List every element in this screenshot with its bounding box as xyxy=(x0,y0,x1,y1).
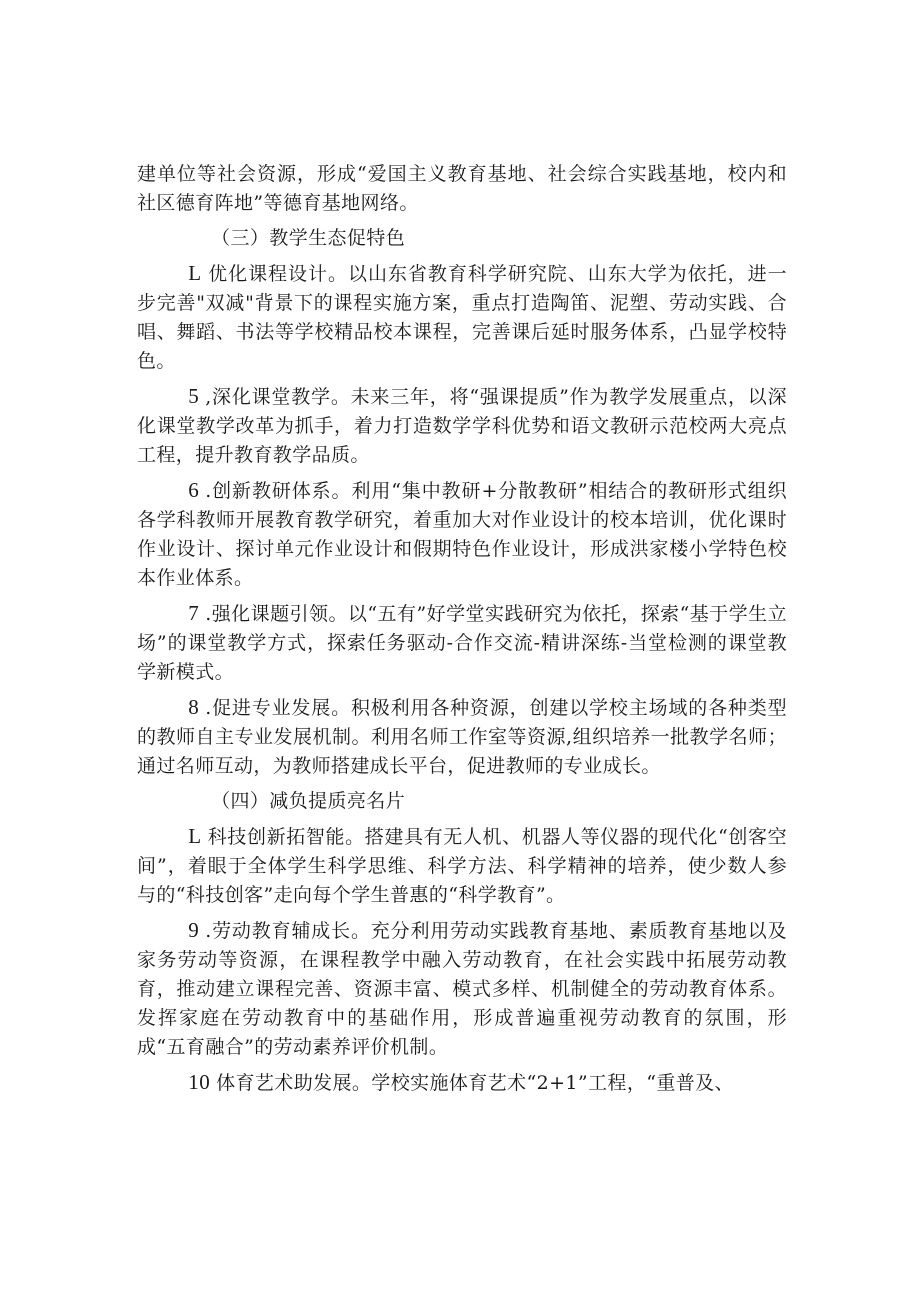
list-item-number: 6 xyxy=(188,478,200,502)
list-item-8 xyxy=(137,693,787,781)
list-item-number: 7 xyxy=(188,601,200,625)
list-item-text: ,深化课堂教学。未来三年，将“强课提质”作为教学发展重点，以深化课堂教学改革为抓手，着力打造数学学科优势和语文教研示范校两大亮点工程，提升教育教学品质。 xyxy=(137,386,787,466)
list-item-5 xyxy=(137,382,787,470)
list-item-text: 科技创新拓智能。搭建具有无人机、机器人等仪器的现代化“创客空间”，着眼于全体学生科学思维、科学方法、科学精神的培养，使少数人参与的“科技创客”走向每个学生普惠的“科学教育”。 xyxy=(137,826,787,906)
list-item-6 xyxy=(137,476,787,593)
list-item-text: 体育艺术助发展。学校实施体育艺术“2+1”工程，“重普及、 xyxy=(216,1072,734,1094)
list-item-number: L xyxy=(188,824,202,848)
list-item-number: 5 xyxy=(188,384,200,408)
list-item-number: L xyxy=(188,261,202,285)
list-item-text: .强化课题引领。以“五有”好学堂实践研究为依托，探索“基于学生立场”的课堂教学方式，探索任务驱动-合作交流-精讲深练-当堂检测的课堂教学新模式。 xyxy=(137,603,787,683)
list-item-1b xyxy=(137,822,787,910)
list-item-1 xyxy=(137,259,787,376)
list-item-number: 9 xyxy=(188,918,200,942)
list-item-text: .创新教研体系。利用“集中教研+分散教研”相结合的教研形式组织各学科教师开展教育教学研究，着重加大对作业设计的校本培训，优化课时作业设计、探讨单元作业设计和假期特色作业设计，形成洪家楼小学特色校本作业体系。 xyxy=(137,480,787,589)
section-heading-3: （三）教学生态促特色 xyxy=(211,227,406,249)
list-item-7 xyxy=(137,599,787,687)
list-item-number: 10 xyxy=(188,1070,211,1094)
list-item-text: 优化课程设计。以山东省教育科学研究院、山东大学为依托，进一步完善"双减"背景下的课程实施方案，重点打造陶笛、泥塑、劳动实践、合唱、舞蹈、书法等学校精品校本课程，完善课后延时服务体系，凸显学校特色。 xyxy=(137,263,787,372)
paragraph-continuation: 建单位等社会资源，形成“爱国主义教育基地、社会综合实践基地，校内和社区德育阵地”等德育基地网络。 xyxy=(137,163,787,214)
document-body xyxy=(137,160,787,1104)
list-item-10 xyxy=(137,1068,787,1098)
section-heading-4: （四）减负提质亮名片 xyxy=(211,790,406,812)
list-item-number: 8 xyxy=(188,695,200,719)
list-item-text: .劳动教育辅成长。充分利用劳动实践教育基地、素质教育基地以及家务劳动等资源，在课程教学中融入劳动教育，在社会实践中拓展劳动教育，推动建立课程完善、资源丰富、模式多样、机制健全的劳动教育体系。发挥家庭在劳动教育中的基础作用，形成普遍重视劳动教育的氛围，形成“五育融合”的劳动素养评价机制。 xyxy=(137,920,787,1058)
list-item-9 xyxy=(137,916,787,1062)
list-item-text: .促进专业发展。积极利用各种资源，创建以学校主场域的各种类型的教师自主专业发展机制。利用名师工作室等资源,组织培养一批教学名师；通过名师互动，为教师搭建成长平台，促进教师的专业成长。 xyxy=(137,697,787,777)
